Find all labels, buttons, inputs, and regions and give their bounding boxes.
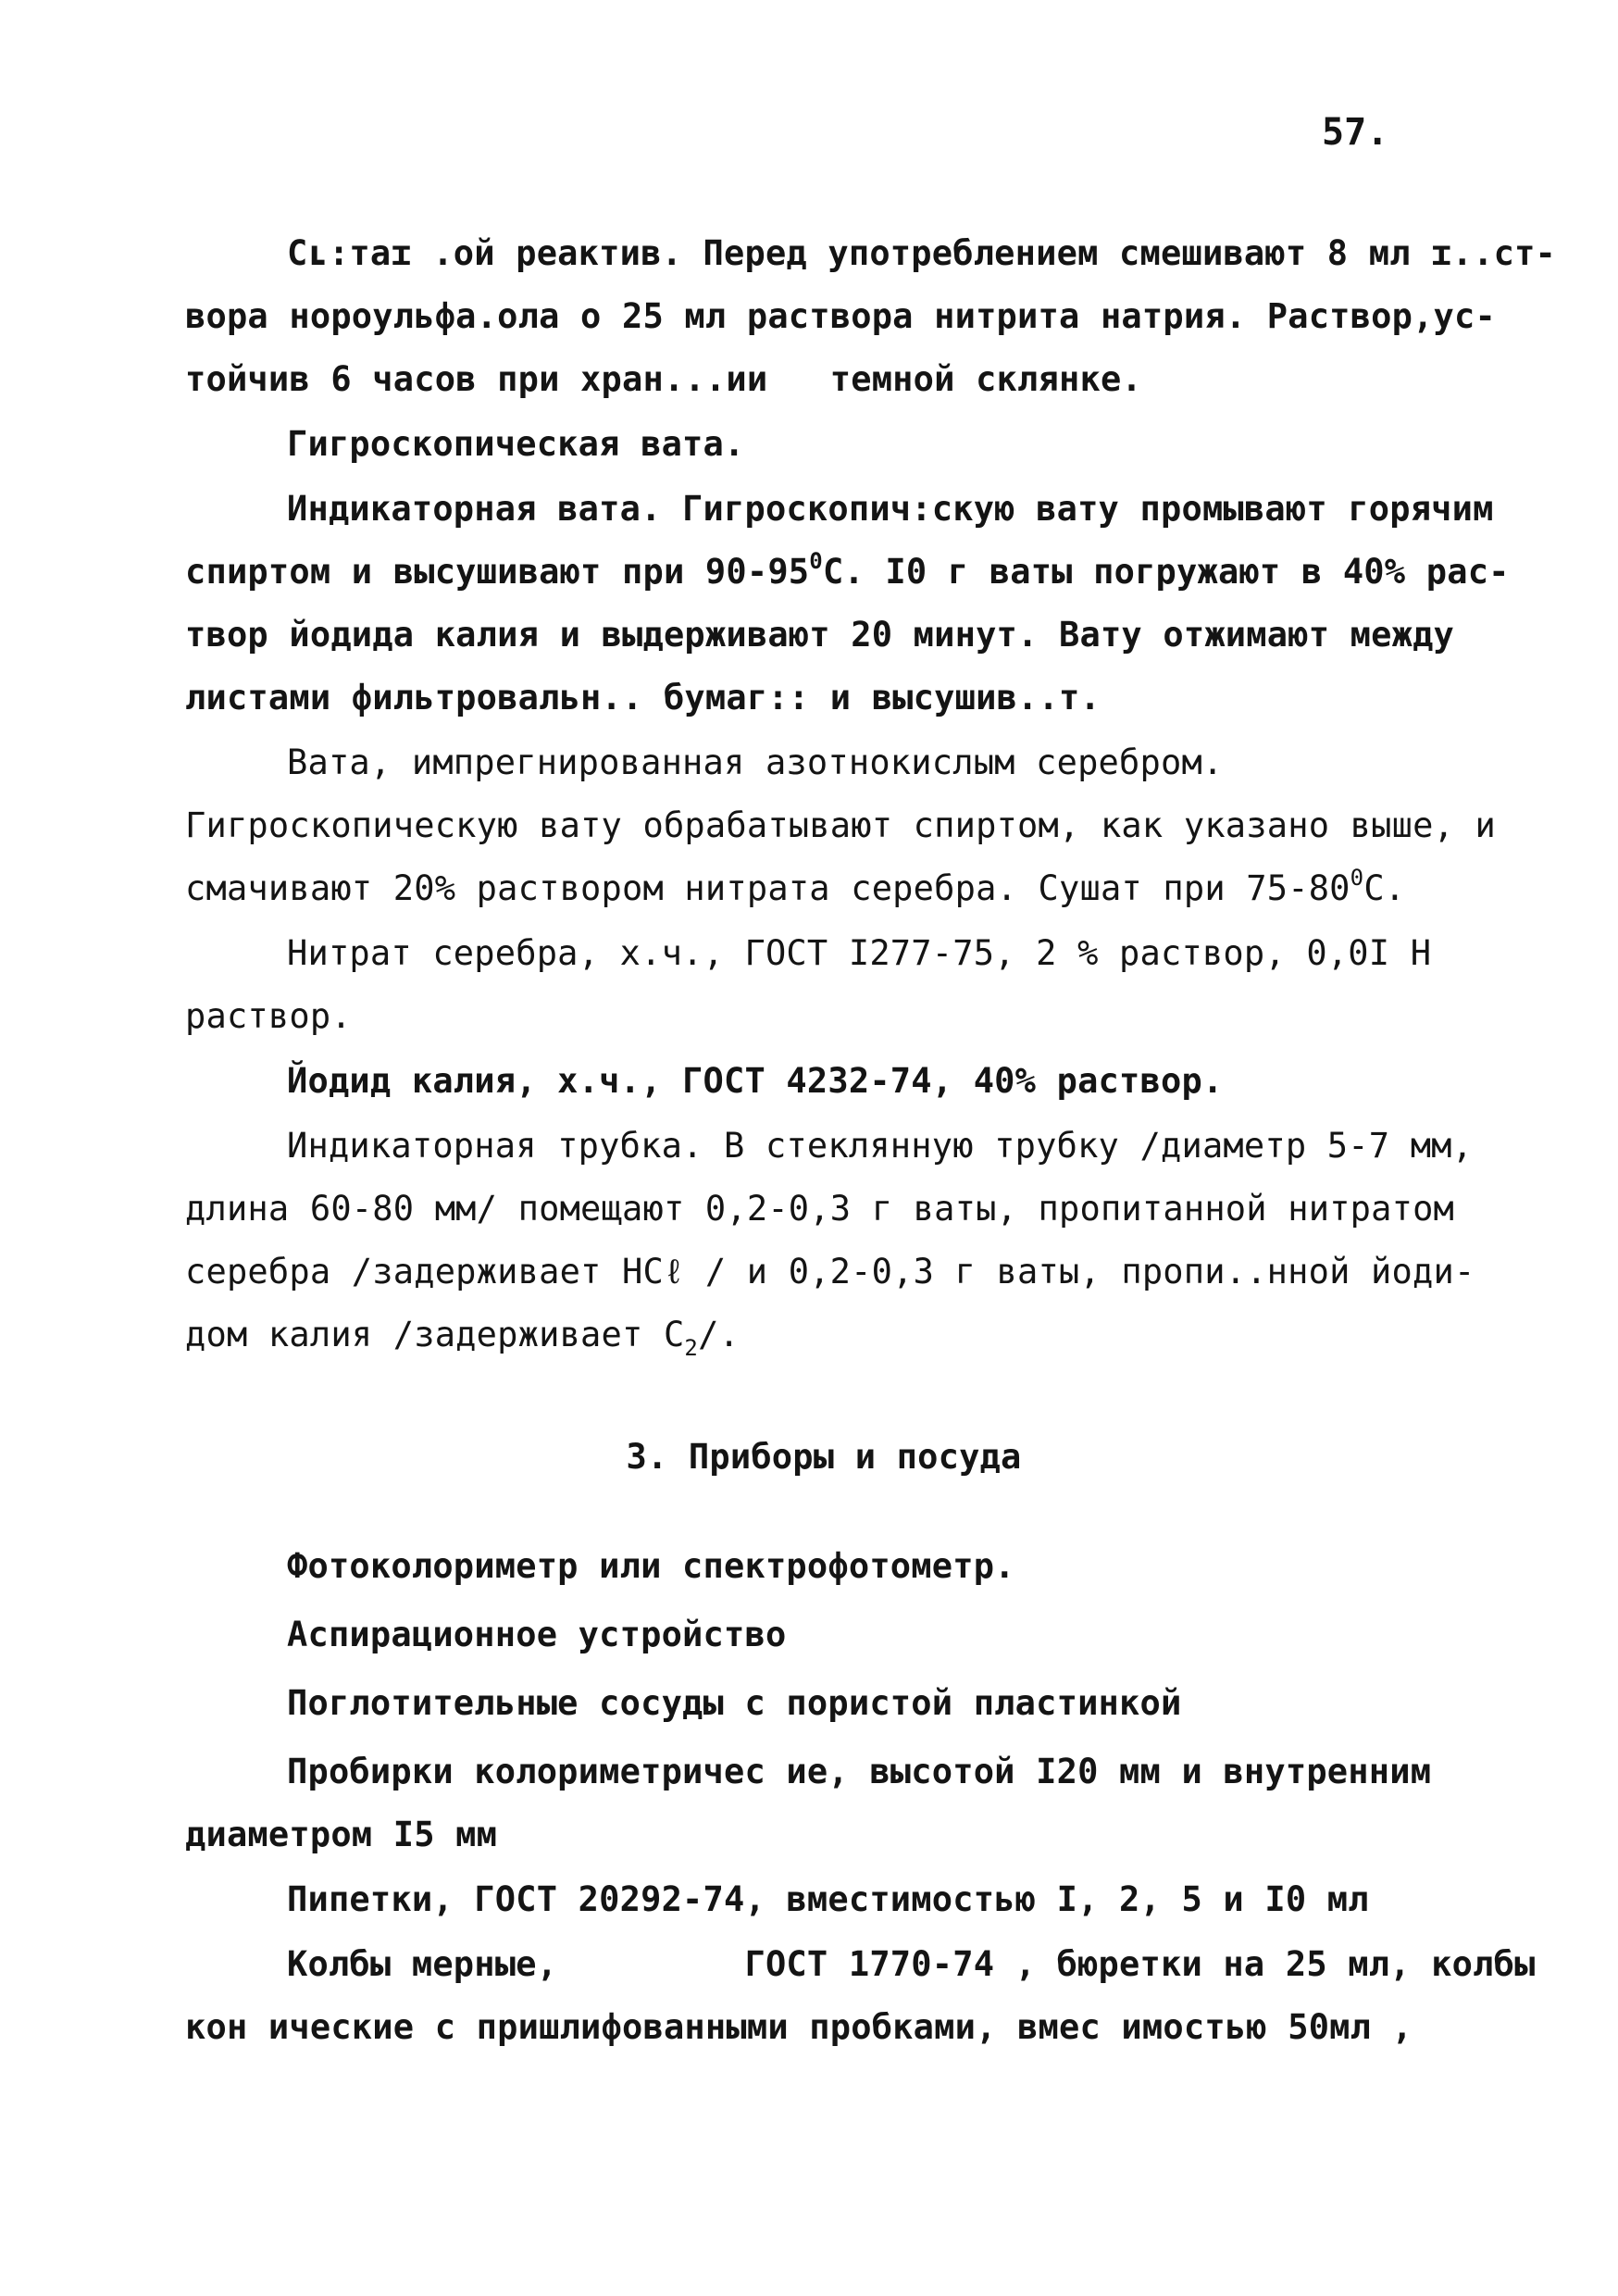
- equipment-list: [185, 1535, 1444, 1735]
- silver-wool-line-2-text: смачивают 20% раствором нитрата серебра. Сушат при 75-80: [185, 868, 1350, 908]
- silver-wool-line-1: Гигроскопическую вату обрабатывают спиртом, как указано выше, и: [185, 805, 1496, 845]
- indicator-tube-line-3: серебра /задерживает НСℓ / и 0,2-0,3 г ваты, пропи..нной йоди-: [185, 1252, 1475, 1292]
- silver-nitrate-line-1: Нитрат серебра, х.ч., ГОСТ I277-75, 2 % раствор, 0,0I Н: [287, 933, 1432, 973]
- indicator-wool-line-1: Индикаторная вата. Гигроскопич:скую вату промывают горячим: [287, 489, 1494, 529]
- indicator-tube-line-4-text: дом калия /задерживает С: [185, 1315, 685, 1354]
- flasks-paragraph: [185, 1933, 1536, 2059]
- indicator-wool-paragraph: [185, 478, 1510, 730]
- tubes-paragraph: [185, 1741, 1444, 1866]
- reagent-line-3: тойчив 6 часов при хран...ии темной склянке.: [185, 359, 1142, 399]
- indicator-wool-line-2-text: спиртом и высушивают при 90-95: [185, 552, 810, 592]
- silver-wool-line-2: [185, 857, 1444, 920]
- pipettes-line: Пипетки, ГОСТ 20292-74, вместимостью I, 2, 5 и I0 мл: [287, 1879, 1369, 1919]
- reagent-line-2: вора нороульфа.ола о 25 мл раствора нитрита натрия. Раствор,ус-: [185, 296, 1496, 336]
- indicator-tube-line-1: Индикаторная трубка. В стеклянную трубку /диаметр 5-7 мм,: [287, 1126, 1474, 1166]
- chlorine-subscript: 2: [684, 1335, 699, 1361]
- indicator-tube-line-2: длина 60-80 мм/ помещают 0,2-0,3 г ваты, пропитанной нитратом: [185, 1189, 1455, 1229]
- silver-wool-line-2-tail: С.: [1363, 868, 1406, 908]
- equipment-item: Аспирационное устройство: [287, 1615, 787, 1654]
- hygro-line: Гигроскопическая вата.: [287, 424, 745, 464]
- indicator-wool-line-2-tail: С. I0 г ваты погружают в 40% рас-: [822, 552, 1510, 592]
- potassium-iodide-paragraph: [185, 1050, 1444, 1113]
- equipment-item: Поглотительные сосуды с пористой пластинкой: [287, 1683, 1182, 1723]
- document-body: [185, 222, 1557, 2059]
- indicator-tube-line-4: [185, 1304, 1444, 1366]
- reagent-line-1: Cʟ:таɪ .ой реактив. Перед употреблением смешивают 8 мл ɪ..ст-: [287, 233, 1557, 273]
- indicator-wool-line-4: листами фильтровальн.. бумаг:: и высушив..т.: [185, 678, 1101, 718]
- silver-wool-paragraph: [185, 731, 1496, 920]
- reagent-paragraph: [185, 222, 1557, 411]
- silver-nitrate-line-2: раствор.: [185, 996, 352, 1036]
- page-number: 57.: [1322, 111, 1389, 154]
- equipment-item: Фотоколориметр или спектрофотометр.: [287, 1546, 1015, 1586]
- flasks-line-1: Колбы мерные, ГОСТ 1770-74 , бюретки на 25 мл, колбы: [287, 1944, 1536, 1984]
- silver-wool-title: Вата, импрегнированная азотнокислым серебром.: [287, 742, 1224, 782]
- flasks-line-2: кон ические с пришлифованными пробками, вмес имостью 50мл ,: [185, 2007, 1413, 2047]
- degree-superscript: 0: [809, 548, 823, 574]
- silver-nitrate-paragraph: [185, 922, 1444, 1048]
- indicator-wool-line-3: твор йодида калия и выдерживают 20 минут. Вату отжимают между: [185, 615, 1455, 655]
- indicator-tube-line-4-tail: /.: [698, 1315, 741, 1354]
- tubes-line-2: диаметром I5 мм: [185, 1815, 498, 1854]
- section-heading: 3. Приборы и посуда: [626, 1437, 1022, 1477]
- pipettes-paragraph: [185, 1868, 1444, 1931]
- hygro-paragraph: [185, 413, 1444, 476]
- indicator-tube-paragraph: [185, 1115, 1475, 1366]
- potassium-iodide-line: Йодид калия, х.ч., ГОСТ 4232-74, 40% раствор.: [287, 1061, 1224, 1101]
- indicator-wool-line-2: [185, 541, 1510, 604]
- tubes-line-1: Пробирки колориметричес ие, высотой I20 мм и внутренним: [287, 1752, 1432, 1791]
- degree-superscript: 0: [1350, 865, 1364, 891]
